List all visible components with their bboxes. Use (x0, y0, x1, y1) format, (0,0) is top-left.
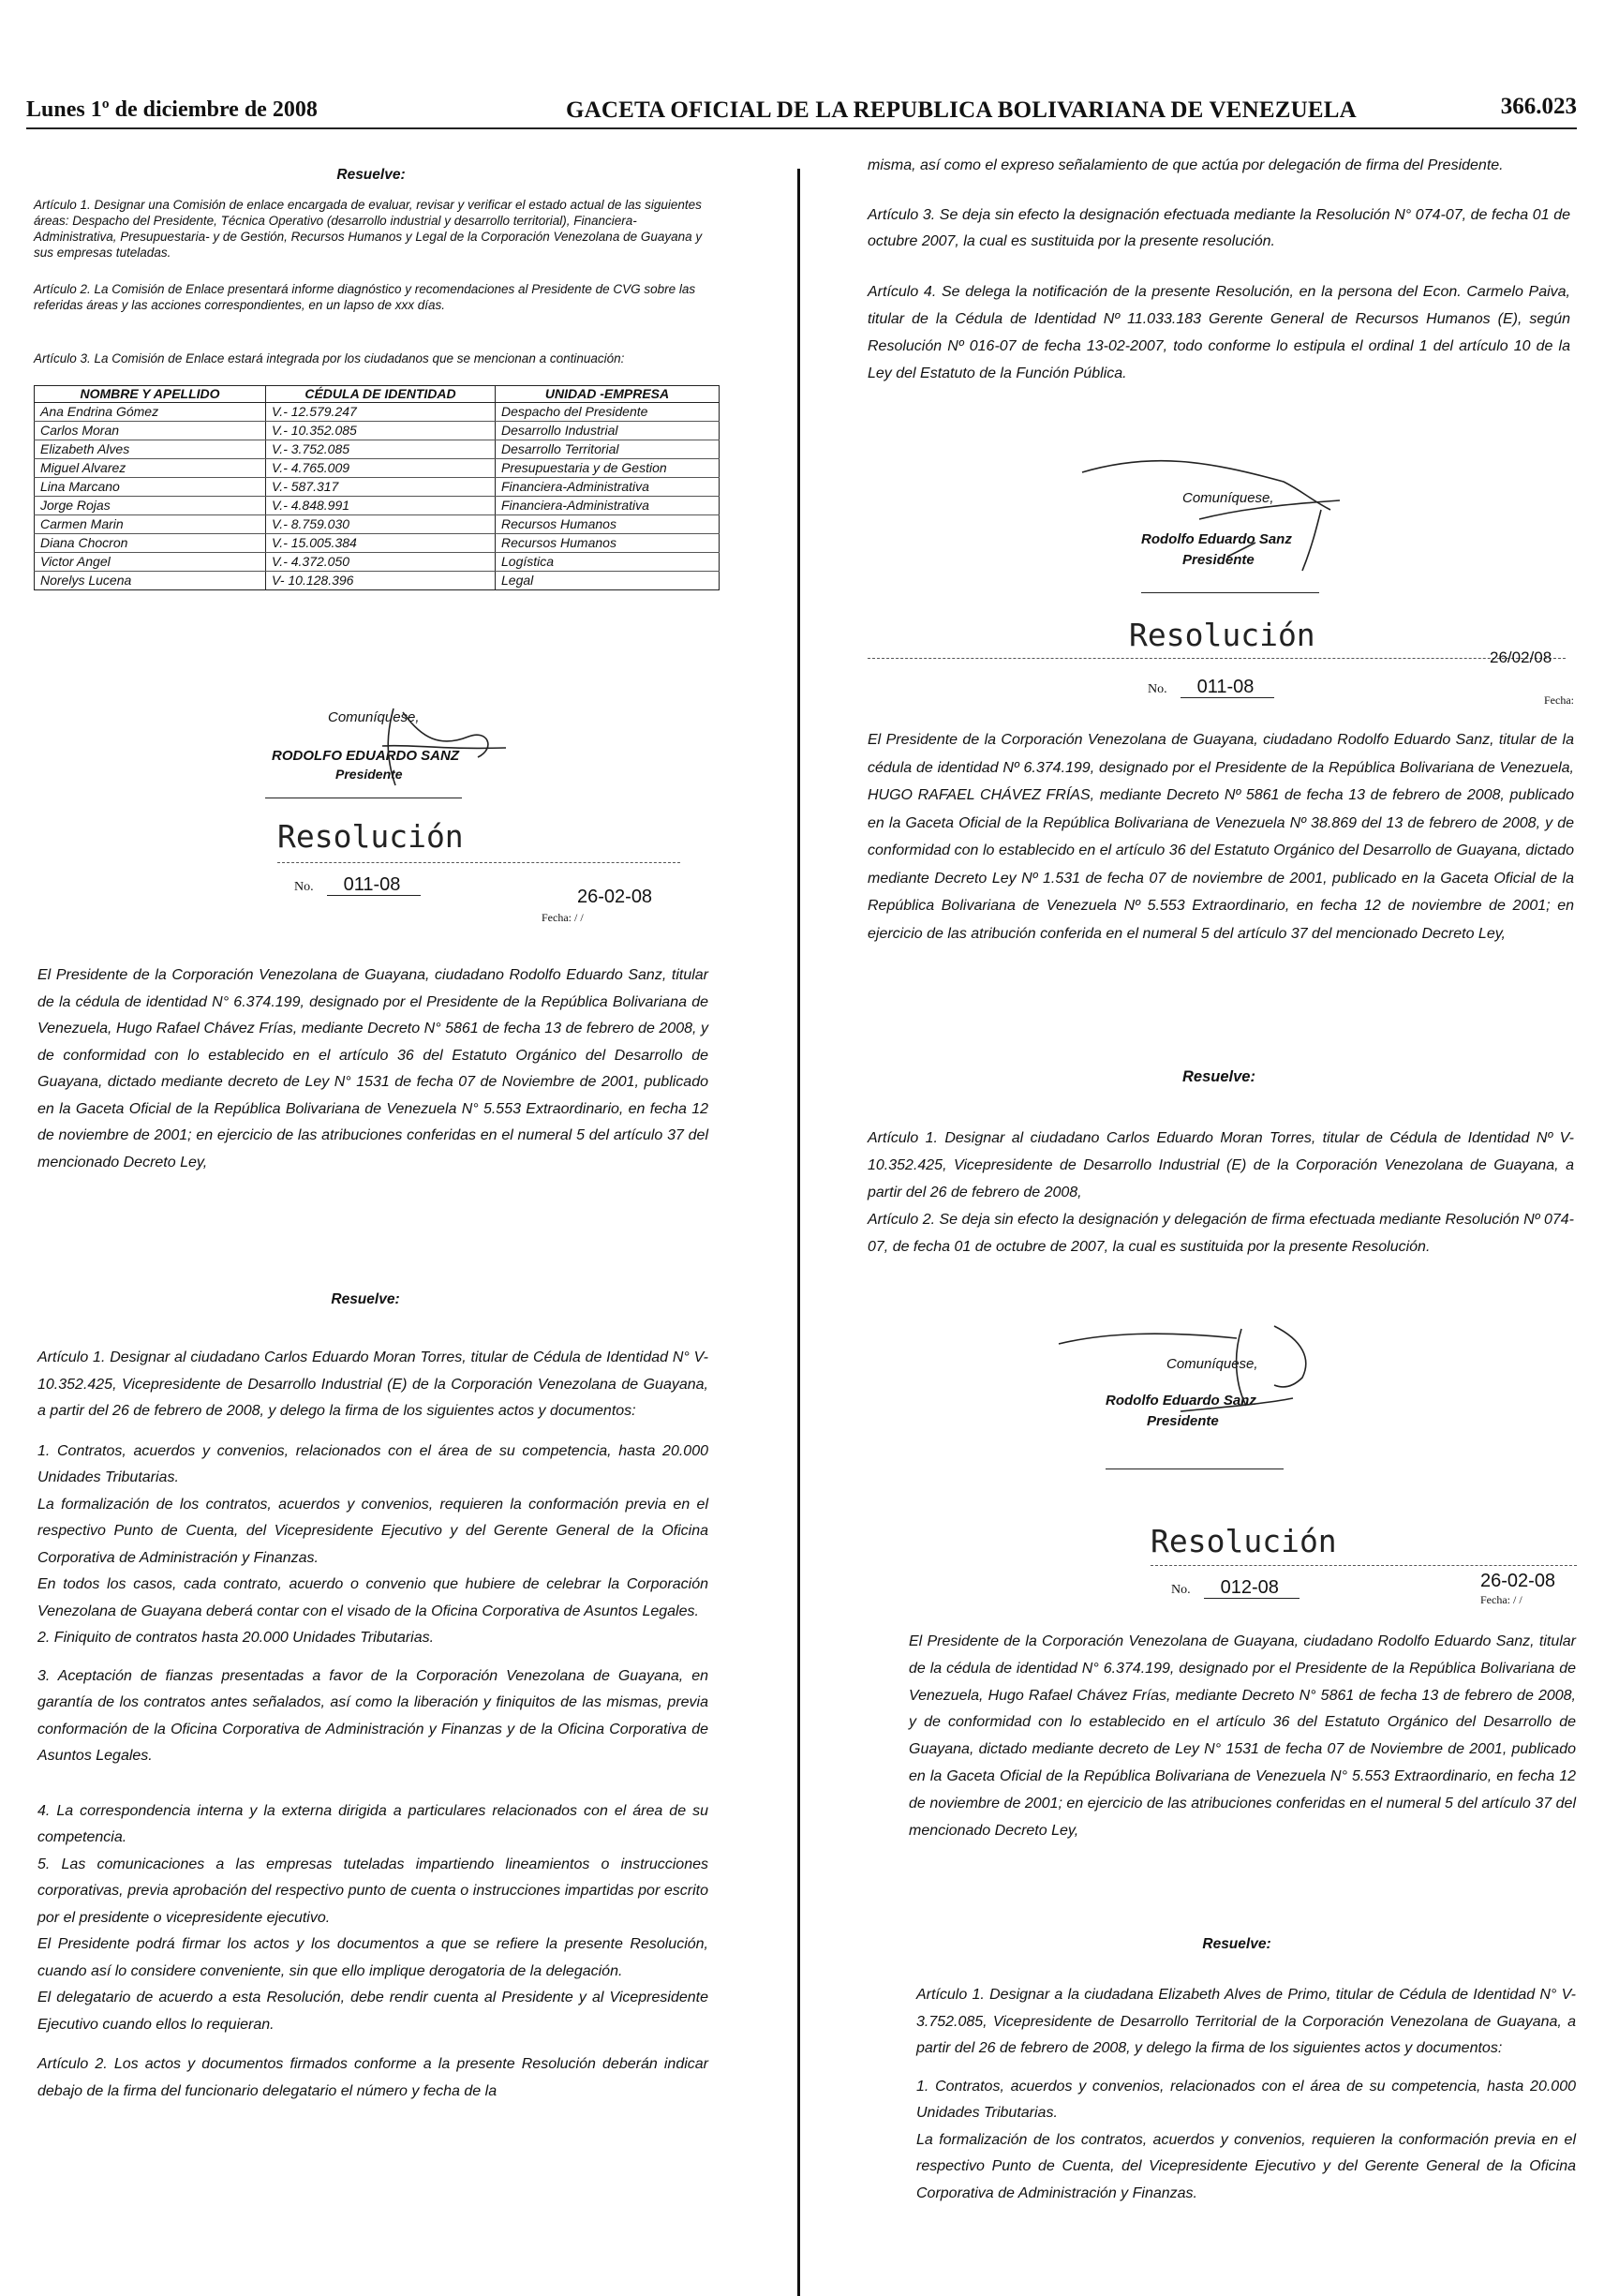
resolution-date: 26-02-08 (1480, 1571, 1556, 1591)
item-3-fianzas: 3. Aceptación de fianzas presentadas a favor de la Corporación Venezolana de Guayana, en garantía de los contratos antes señalados, así como la liberación y finiquitos de las mismas, previa conformación de la Oficina Corporativa de Administración y Finanzas y de la Oficina Corporativa de Asuntos Legales. (37, 1667, 708, 1764)
article-1-commission: Artículo 1. Designar una Comisión de enlace encargada de evaluar, revisar y verificar el estado actual de las siguientes áreas: Despacho del Presidente, Técnica Operativo (desarrollo industrial y desarrollo territorial), Financiera- Administrativa, Presupuestaria- y de Gestión, Recursos Humanos y Legal de la Corporación Venezolana de Guayana y sus empresas tuteladas. (34, 198, 703, 260)
fecha-label: Fecha: (1544, 693, 1574, 707)
article-2-continuation: misma, así como el expreso señalamiento de que actúa por delegación de firma del Presidente. (868, 157, 1504, 173)
handwritten-signature (1049, 1321, 1359, 1443)
left-column (34, 159, 708, 590)
right-column (868, 153, 1580, 387)
item-5-communications: 5. Las comunicaciones a las empresas tuteladas impartiendo lineamientos o instrucciones corporativas, previa aprobación del respectivo punto de cuenta o instrucciones impartidas por escrito por el presidente o vicepresidente ejecutivo. (37, 1856, 708, 1926)
right-resolution-3-body (909, 1629, 1576, 1844)
page-number: 366.023 (1500, 94, 1577, 119)
table-row (35, 459, 720, 478)
gazette-header (26, 90, 1577, 131)
article-1-designation: Artículo 1. Designar al ciudadano Carlos Eduardo Moran Torres, titular de Cédula de Identidad Nº V-10.352.425, Vicepresidente de Desarrollo Industrial (E) de la Corporación Venezolana de Guayana, a partir del 26 de febrero de 2008, (868, 1130, 1574, 1200)
resolution-rule (1151, 1565, 1577, 1566)
cell-name: Carlos Moran (35, 422, 266, 440)
article-4-notification: Artículo 4. Se delega la notificación de la presente Resolución, en la persona del Econ. Carmelo Paiva, titular de la Cédula de Identidad Nº 11.033.183 Gerente General de Recursos Humanos (E), según Resolución Nº 016-07 de fecha 13-02-2007, todo conforme lo estipula el ordinal 1 del artículo 10 de la Ley del Estatuto de la Función Pública. (868, 283, 1570, 381)
resolution-number (1148, 677, 1274, 698)
resuelve-heading: Resuelve: (331, 1291, 400, 1307)
delegatario-report: El delegatario de acuerdo a esta Resolución, debe rendir cuenta al Presidente y al Vicepresidente Ejecutivo cuando ellos lo requieran. (37, 1990, 708, 2033)
resolution-number-value: 011-08 (1181, 677, 1275, 698)
cell-id: V.- 15.005.384 (266, 534, 496, 553)
cell-name: Lina Marcano (35, 478, 266, 497)
handwritten-signature (365, 701, 525, 795)
fecha-label: Fecha: / / (542, 911, 584, 924)
right-resolution-2-body (868, 726, 1574, 947)
cell-name: Victor Angel (35, 553, 266, 572)
resolution-rule (868, 658, 1566, 659)
president-may-sign: El Presidente podrá firmar los actos y los documentos a que se refiere la presente Resolución, cuando así lo considere conveniente, sin que ello implique derogatoria de la delegación. (37, 1936, 708, 1979)
item-1-contracts: 1. Contratos, acuerdos y convenios, relacionados con el área de su competencia, hasta 20.000 Unidades Tributarias. (37, 1442, 708, 1485)
cell-id: V.- 3.752.085 (266, 440, 496, 459)
resolution-no-label: No. (1148, 682, 1167, 696)
cell-name: Norelys Lucena (35, 572, 266, 590)
cell-id: V.- 8.759.030 (266, 515, 496, 534)
cell-id: V.- 4.372.050 (266, 553, 496, 572)
article-2-commission: Artículo 2. La Comisión de Enlace presentará informe diagnóstico y recomendaciones al Presidente de CVG sobre las referidas áreas y las acciones correspondientes, en un lapso de xxx días. (34, 282, 696, 312)
gazette-title: GACETA OFICIAL DE LA REPUBLICA BOLIVARIANA DE VENEZUELA (566, 97, 1357, 123)
table-row (35, 422, 720, 440)
resolution-rule (277, 862, 680, 863)
resolution-title: Resolución (277, 818, 464, 855)
fecha-label: Fecha: / / (1480, 1593, 1522, 1606)
item-1-all-cases: En todos los casos, cada contrato, acuerdo o convenio que hubiere de celebrar la Corporación Venezolana de Guayana deberá contar con el visado de la Oficina Corporativa de Asuntos Legales. (37, 1576, 708, 1619)
table-row (35, 515, 720, 534)
signatory-role: Presidente (1147, 1413, 1219, 1429)
item-2-finiquito: 2. Finiquito de contratos hasta 20.000 Unidades Tributarias. (37, 1630, 435, 1646)
column-divider (797, 169, 800, 2296)
article-3-revocation: Artículo 3. Se deja sin efecto la designación efectuada mediante la Resolución N° 074-07, de fecha 01 de octubre 2007, la cual es sustituida por la presente resolución. (868, 206, 1570, 249)
table-row (35, 553, 720, 572)
resuelve-heading: Resuelve: (336, 167, 406, 183)
resolution-intro: El Presidente de la Corporación Venezolana de Guayana, ciudadano Rodolfo Eduardo Sanz, titular de la cédula de identidad N° 6.374.199, designado por el Presidente de la República Bolivariana de Venezuela, Hugo Rafael Chávez Frías, mediante Decreto N° 5861 de fecha 13 de febrero de 2008, y de conformidad con lo establecido en el artículo 36 del Estatuto Orgánico del Desarrollo de Guayana, dictado mediante decreto de Ley N° 1531 de fecha 07 de Noviembre de 2001, publicado en la Gaceta Oficial de la República Bolivariana de Venezuela N° 5.553 Extraordinario, en fecha 12 de noviembre de 2001; en ejercicio de las atribuciones conferidas en el numeral 5 del artículo 37 del mencionado Decreto Ley, (909, 1633, 1576, 1839)
article-2-signature-indication: Artículo 2. Los actos y documentos firmados conforme a la presente Resolución deberán indicar debajo de la firma del funcionario delegatario el número y fecha de la (37, 2056, 708, 2099)
cell-name: Diana Chocron (35, 534, 266, 553)
cell-unit: Despacho del Presidente (496, 403, 720, 422)
resolution-intro: El Presidente de la Corporación Venezolana de Guayana, ciudadano Rodolfo Eduardo Sanz, titular de la cédula de identidad Nº 6.374.199, designado por el Presidente de la República Bolivariana de Venezuela, HUGO RAFAEL CHÁVEZ FRÍAS, mediante Decreto Nº 5861 de fecha 13 de febrero de 2008, publicado en la Gaceta Oficial de la República Bolivariana de Venezuela Nº 38.869 del 13 de febrero de 2008, y de conformidad con lo establecido en el artículo 36 del Estatuto Orgánico del Desarrollo de Guayana, dictado mediante Decreto Ley Nº 1.531 de fecha 07 de noviembre de 2001, publicado en la Gaceta Oficial de la República Bolivariana de Venezuela Nº 5.553 Extraordinario, en fecha 12 de noviembre de 2001; en ejercicio de las atribución conferida en el numeral 5 del artículo 37 del mencionado Decreto Ley, (868, 732, 1574, 942)
signatory-role: Presidente (335, 767, 403, 782)
table-row (35, 478, 720, 497)
cell-name: Jorge Rojas (35, 497, 266, 515)
resolution-title: Resolución (1129, 617, 1315, 653)
right-articles-3 (916, 1982, 1576, 2207)
cell-unit: Desarrollo Territorial (496, 440, 720, 459)
cell-unit: Recursos Humanos (496, 534, 720, 553)
resolution-date: 26-02-08 (577, 887, 653, 907)
resuelve-heading: Resuelve: (1202, 1936, 1271, 1952)
signatory-role: Presidente (1182, 552, 1255, 568)
table-header-row (35, 386, 720, 403)
resolution-intro: El Presidente de la Corporación Venezolana de Guayana, ciudadano Rodolfo Eduardo Sanz, titular de la cédula de identidad N° 6.374.199, designado por el Presidente de la República Bolivariana de Venezuela, Hugo Rafael Chávez Frías, mediante Decreto N° 5861 de fecha 13 de febrero de 2008, y de conformidad con lo establecido en el artículo 36 del Estatuto Orgánico del Desarrollo de Guayana, dictado mediante decreto de Ley N° 1531 de fecha 07 de Noviembre de 2001, publicado en la Gaceta Oficial de la República Bolivariana de Venezuela N° 5.553 Extraordinario, en fecha 12 de noviembre de 2001; en ejercicio de las atribuciones conferidas en el numeral 5 del artículo 37 del mencionado Decreto Ley, (37, 967, 708, 1170)
cell-id: V.- 4.765.009 (266, 459, 496, 478)
signatory-name-text: RODOLFO EDUARDO SANZ (272, 748, 459, 764)
cell-name: Elizabeth Alves (35, 440, 266, 459)
issue-date: Lunes 1º de diciembre de 2008 (26, 97, 318, 122)
article-3-commission: Artículo 3. La Comisión de Enlace estará integrada por los ciudadanos que se mencionan a continuación: (34, 351, 625, 365)
cell-id: V.- 12.579.247 (266, 403, 496, 422)
signature-rule (1141, 592, 1319, 593)
article-1-designation: Artículo 1. Designar a la ciudadana Elizabeth Alves de Primo, titular de Cédula de Identidad N° V-3.752.085, Vicepresidente de Desarrollo Territorial de la Corporación Venezolana de Guayana, a partir del 26 de febrero de 2008, y delego la firma de los siguientes actos y documentos: (916, 1987, 1576, 2056)
cell-unit: Financiera-Administrativa (496, 497, 720, 515)
resolution-number (294, 874, 421, 896)
cell-id: V.- 587.317 (266, 478, 496, 497)
commission-members-table (34, 385, 720, 590)
cell-id: V.- 10.352.085 (266, 422, 496, 440)
resolution-number-value: 011-08 (327, 874, 422, 896)
resuelve-heading: Resuelve: (1182, 1068, 1255, 1085)
comuniquese-label: Comuníquese, (328, 709, 420, 725)
table-row (35, 572, 720, 590)
handwritten-signature (1077, 454, 1359, 594)
col-header-unit: UNIDAD -EMPRESA (496, 386, 720, 403)
cell-id: V- 10.128.396 (266, 572, 496, 590)
resolution-date: 26/02/08 (1490, 649, 1552, 666)
resolution-no-label: No. (294, 880, 314, 894)
item-4-correspondence: 4. La correspondencia interna y la externa dirigida a particulares relacionados con el área de su competencia. (37, 1802, 708, 1845)
resolution-number-value: 012-08 (1204, 1577, 1300, 1599)
article-1-designation: Artículo 1. Designar al ciudadano Carlos Eduardo Moran Torres, titular de Cédula de Identidad N° V-10.352.425, Vicepresidente de Desarrollo Industrial (E) de la Corporación Venezolana de Guayana, a partir del 26 de febrero de 2008, y delego la firma de los siguientes actos y documentos: (37, 1349, 708, 1419)
cell-unit: Recursos Humanos (496, 515, 720, 534)
table-row (35, 534, 720, 553)
comuniquese-label: Comuníquese, (1166, 1356, 1258, 1372)
cell-name: Miguel Alvarez (35, 459, 266, 478)
col-header-id: CÉDULA DE IDENTIDAD (266, 386, 496, 403)
item-1-formalization: La formalización de los contratos, acuerdos y convenios, requieren la conformación previa en el respectivo Punto de Cuenta, del Vicepresidente Ejecutivo y del Gerente General de la Oficina Corporativa de Administración y Finanzas. (916, 2131, 1576, 2201)
resolution-title: Resolución (1151, 1523, 1337, 1559)
table-row (35, 497, 720, 515)
right-articles-2 (868, 1125, 1574, 1260)
signatory-name-text: Rodolfo Eduardo Sanz (1106, 1393, 1256, 1409)
resolution-no-label: No. (1171, 1583, 1191, 1597)
cell-unit: Desarrollo Industrial (496, 422, 720, 440)
item-1-formalization: La formalización de los contratos, acuerdos y convenios, requieren la conformación previa en el respectivo Punto de Cuenta, del Vicepresidente Ejecutivo y del Gerente General de la Oficina Corporativa de Administración y Finanzas. (37, 1496, 708, 1566)
comuniquese-label: Comuníquese, (1182, 490, 1274, 506)
cell-unit: Presupuestaria y de Gestion (496, 459, 720, 478)
signatory-name-text: Rodolfo Eduardo Sanz (1141, 531, 1292, 547)
cell-unit: Financiera-Administrativa (496, 478, 720, 497)
cell-unit: Logística (496, 553, 720, 572)
article-2-revocation: Artículo 2. Se deja sin efecto la designación y delegación de firma efectuada mediante Resolución Nº 074-07, de fecha 01 de octubre de 2007, la cual es sustituida por la presente Resolución. (868, 1212, 1574, 1255)
header-rule (26, 127, 1577, 129)
item-1-contracts: 1. Contratos, acuerdos y convenios, relacionados con el área de su competencia, hasta 20.000 Unidades Tributarias. (916, 2078, 1576, 2121)
left-articles (37, 1345, 708, 2105)
resolution-number (1171, 1577, 1300, 1599)
cell-name: Ana Endrina Gómez (35, 403, 266, 422)
col-header-name: NOMBRE Y APELLIDO (35, 386, 266, 403)
cell-id: V.- 4.848.991 (266, 497, 496, 515)
left-resolution-body (37, 962, 708, 1176)
cell-unit: Legal (496, 572, 720, 590)
cell-name: Carmen Marin (35, 515, 266, 534)
table-row (35, 440, 720, 459)
table-row (35, 403, 720, 422)
